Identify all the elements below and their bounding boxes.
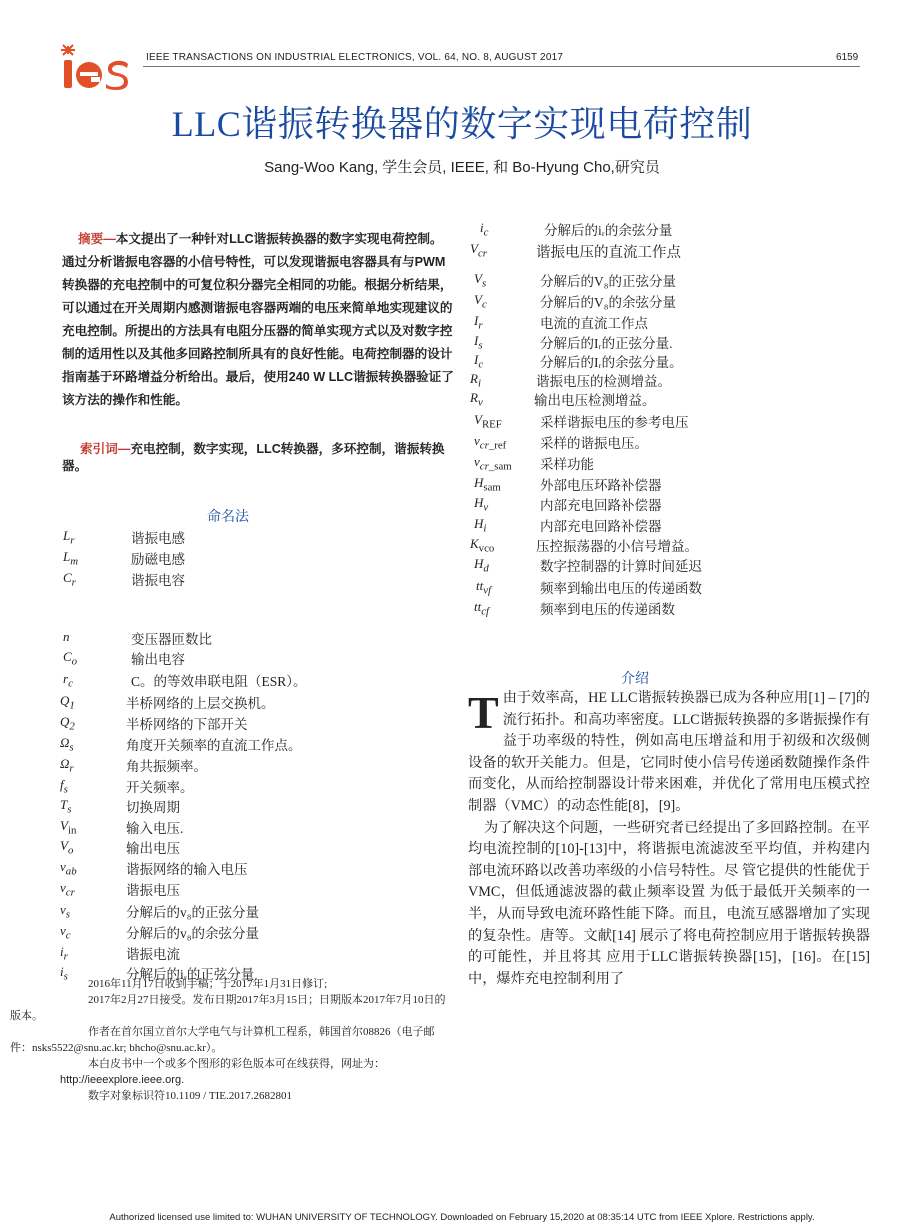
nomenclature-symbol: $Q_1$ [60, 693, 75, 712]
footnote-url[interactable]: http://ieeexplore.ieee.org. [60, 1074, 185, 1086]
nomenclature-description: 输出电容 [131, 652, 185, 667]
nomenclature-description: 采样的谐振电压。 [540, 436, 648, 451]
nomenclature-description: C。的等效串联电阻（ESR）。 [131, 674, 307, 689]
nomenclature-symbol: $C_r$ [63, 570, 76, 589]
license-footer: Authorized licensed use limited to: WUHAN UNIVERSITY OF TECHNOLOGY. Downloaded on February 15,2020 at 08:35:14 UTC from IEEE Xplore. Restrictions apply. [109, 1212, 815, 1223]
nomenclature-symbol: $H_{sam}$ [474, 475, 501, 494]
nomenclature-description: 压控振荡器的小信号增益。 [536, 539, 698, 554]
nomenclature-symbol: $i_r$ [60, 944, 68, 963]
footnote-accepted: 2017年2月27日接受。发布日期2017年3月15日；日期版本2017年7月10日的版本。 [10, 994, 446, 1022]
nomenclature-symbol: $V_{cr}$ [470, 241, 487, 260]
nomenclature-description: 分解后的v₈的正弦分量 [126, 905, 259, 920]
intro-paragraph [468, 688, 870, 818]
nomenclature-description: 半桥网络的下部开关 [126, 717, 248, 732]
intro-paragraph-1-text: 由于效率高，HE LLC谐振转换器已成为各种应用[1] – [7]的流行拓扑。和高功率密度。LLC谐振转换器的多谐振操作有益于功率级的特性，例如高电压增益和用于初级和次级侧设备的软开关能力。但是，它同时使小信号传递函数随操作条件而变化，从而给控制器设计带来困难，并优化了常用电压模式控制器（VMC）的动态性能[8]，[9]。 [468, 690, 870, 814]
nomenclature-symbol: $V_o$ [60, 838, 74, 857]
abstract-text: 本文提出了一种针对LLC谐振转换器的数字实现电荷控制。通过分析谐振电容器的小信号特性，可以发现谐振电容器具有与PWM转换器的充电控制中的可复位积分器完全相同的功能。根据分析结果，可以通过在开关周期内感测谐振电容器两端的电压来简单地实现建议的充电控制。所提出的方法具有电阻分压器的简单实现方式以及对数字控制的适用性以及其他多回路控制所具有的良好性能。电荷控制器的设计指南基于环路增益分析给出。最后，使用240 W LLC谐振转换器验证了该方法的操作和性能。 [62, 232, 454, 407]
nomenclature-description: 输出电压 [126, 841, 180, 856]
nomenclature-description: 采样功能 [540, 457, 594, 472]
nomenclature-description: 开关频率。 [126, 780, 194, 795]
nomenclature-description: 内部充电回路补偿器 [540, 498, 662, 513]
nomenclature-symbol: $L_r$ [63, 528, 75, 547]
nomenclature-symbol: $H_i$ [474, 516, 487, 535]
nomenclature-symbol: $Q_2$ [60, 714, 75, 733]
index-terms-label: 索引词— [80, 442, 131, 456]
nomenclature-description: 分解后的Iᵣ的余弦分量。 [540, 355, 683, 370]
abstract-label: 摘要— [78, 232, 116, 246]
nomenclature-symbol: $R_i$ [470, 371, 481, 390]
nomenclature-heading: 命名法 [207, 510, 249, 525]
nomenclature-symbol: $R_v$ [470, 390, 483, 409]
intro-heading: 介绍 [621, 672, 649, 687]
nomenclature-description: 分解后的V₈的余弦分量 [540, 295, 676, 310]
nomenclature-symbol: $\Omega_r$ [60, 756, 74, 775]
nomenclature-description: 电流的直流工作点 [540, 316, 648, 331]
page-number: 6159 [836, 52, 859, 63]
nomenclature-symbol: $v_{cr}$ [60, 880, 75, 899]
paper-title: LLC谐振转换器的数字实现电荷控制 [171, 104, 753, 144]
nomenclature-symbol: $v_{cr\_sam}$ [474, 454, 512, 473]
nomenclature-description: 半桥网络的上层交换机。 [126, 696, 275, 711]
nomenclature-symbol: $T_s$ [60, 797, 72, 816]
nomenclature-description: 励磁电感 [131, 552, 185, 567]
introduction-body [468, 688, 870, 990]
nomenclature-symbol: $I_r$ [474, 313, 483, 332]
index-terms-text: 充电控制，数字实现，LLC转换器，多环控制，谐振转换器。 [62, 442, 445, 473]
nomenclature-symbol: $v_s$ [60, 902, 70, 921]
nomenclature-left [0, 0, 460, 1000]
footnote-authors: 作者在首尔国立首尔大学电气与计算机工程系，韩国首尔08826（电子邮件：nsks5522@snu.ac.kr; bhcho@snu.ac.kr）。 [10, 1026, 435, 1054]
drop-cap: T [468, 687, 499, 738]
nomenclature-description: 分解后的Iᵣ的正弦分量. [540, 336, 673, 351]
nomenclature-symbol: $I_c$ [474, 352, 484, 371]
footnote-color: 本白皮书中一个或多个图形的彩色版本可在线获得，网址为： [88, 1058, 385, 1070]
nomenclature-symbol: $i_s$ [60, 964, 68, 983]
nomenclature-symbol: $V_{REF}$ [474, 412, 502, 431]
nomenclature-description: 输出电压检测增益。 [534, 393, 656, 408]
nomenclature-description: 谐振电压 [126, 883, 180, 898]
nomenclature-symbol: $f_s$ [60, 777, 68, 796]
nomenclature-symbol: $v_c$ [60, 923, 71, 942]
nomenclature-description: 谐振网络的输入电压 [126, 862, 248, 877]
nomenclature-description: 频率到输出电压的传递函数 [540, 581, 702, 596]
nomenclature-description: 输入电压. [126, 821, 184, 836]
nomenclature-description: 内部充电回路补偿器 [540, 519, 662, 534]
nomenclature-description: 分解后的V₈的正弦分量 [540, 274, 676, 289]
intro-paragraph-2: 为了解决这个问题，一些研究者已经提出了多回路控制。在平均电流控制的[10]-[13]中，将谐振电流滤波至平均值，并构建内部电流环路以改善功率级的小信号特性。尽 管它提供的性能优于VMC，但低通滤波器的截止频率设置 为低于最低开关频率的一半，从而导致电流环路性能下降。而且，电流互感器增加了实现的复杂性。唐等。文献[14] 展示了将电荷控制应用于谐振转换器的可能性，并且将其 应用于LLC谐振转换器[15]，[16]。在[15]中，爆炸充电控制利用了 [468, 819, 870, 987]
nomenclature-description: 角共振频率。 [126, 759, 207, 774]
author-line: Sang-Woo Kang, 学生会员, IEEE, 和 Bo-Hyung Cho,研究员 [264, 159, 660, 176]
nomenclature-symbol: $C_o$ [63, 649, 78, 668]
nomenclature-symbol: $V_{in}$ [60, 818, 77, 837]
nomenclature-symbol: $V_s$ [474, 271, 487, 290]
nomenclature-description: 谐振电流 [126, 947, 180, 962]
nomenclature-description: 分解后的iᵣ的余弦分量 [544, 223, 673, 238]
nomenclature-description: 频率到电压的传递函数 [540, 602, 675, 617]
nomenclature-symbol: $K_{vco}$ [470, 536, 495, 555]
nomenclature-description: 谐振电感 [131, 531, 185, 546]
nomenclature-description: 外部电压环路补偿器 [540, 478, 662, 493]
nomenclature-description: 谐振电压的检测增益。 [536, 374, 671, 389]
nomenclature-description: 数字控制器的计算时间延迟 [540, 559, 702, 574]
nomenclature-symbol: $i_c$ [480, 220, 489, 239]
nomenclature-description: 切换周期 [126, 800, 180, 815]
nomenclature-symbol: $I_s$ [474, 333, 483, 352]
nomenclature-description: 采样谐振电压的参考电压 [540, 415, 689, 430]
journal-header: IEEE TRANSACTIONS ON INDUSTRIAL ELECTRONICS, VOL. 64, NO. 8, AUGUST 2017 [146, 52, 564, 63]
nomenclature-description: 谐振电压的直流工作点 [536, 245, 681, 261]
nomenclature-symbol: n [63, 629, 70, 644]
nomenclature-symbol: $tt_{vf}$ [476, 578, 492, 597]
nomenclature-description: 谐振电容 [131, 573, 185, 588]
nomenclature-description: 变压器匝数比 [131, 632, 212, 647]
nomenclature-description: 角度开关频率的直流工作点。 [126, 738, 302, 753]
nomenclature-description: 分解后的v₈的余弦分量 [126, 926, 259, 941]
nomenclature-symbol: $H_v$ [474, 495, 489, 514]
nomenclature-description: 分解后的iᵣ的正弦分量 [126, 967, 255, 982]
nomenclature-symbol: $H_d$ [474, 556, 489, 575]
nomenclature-symbol: $v_{ab}$ [60, 859, 77, 878]
footnote-received: 2016年11月17日收到手稿；于2017年1月31日修订; [88, 978, 328, 990]
footnotes [10, 976, 454, 1104]
nomenclature-symbol: $r_c$ [63, 671, 73, 690]
nomenclature-right [462, 0, 922, 640]
nomenclature-symbol: $v_{cr\_ref}$ [474, 433, 507, 452]
nomenclature-symbol: $\Omega_s$ [60, 735, 74, 754]
nomenclature-symbol: $V_c$ [474, 292, 487, 311]
nomenclature-symbol: $tt_{cf}$ [474, 599, 490, 618]
footnote-doi: 数字对象标识符10.1109 / TIE.2017.2682801 [88, 1090, 292, 1102]
nomenclature-symbol: $L_m$ [63, 549, 79, 568]
